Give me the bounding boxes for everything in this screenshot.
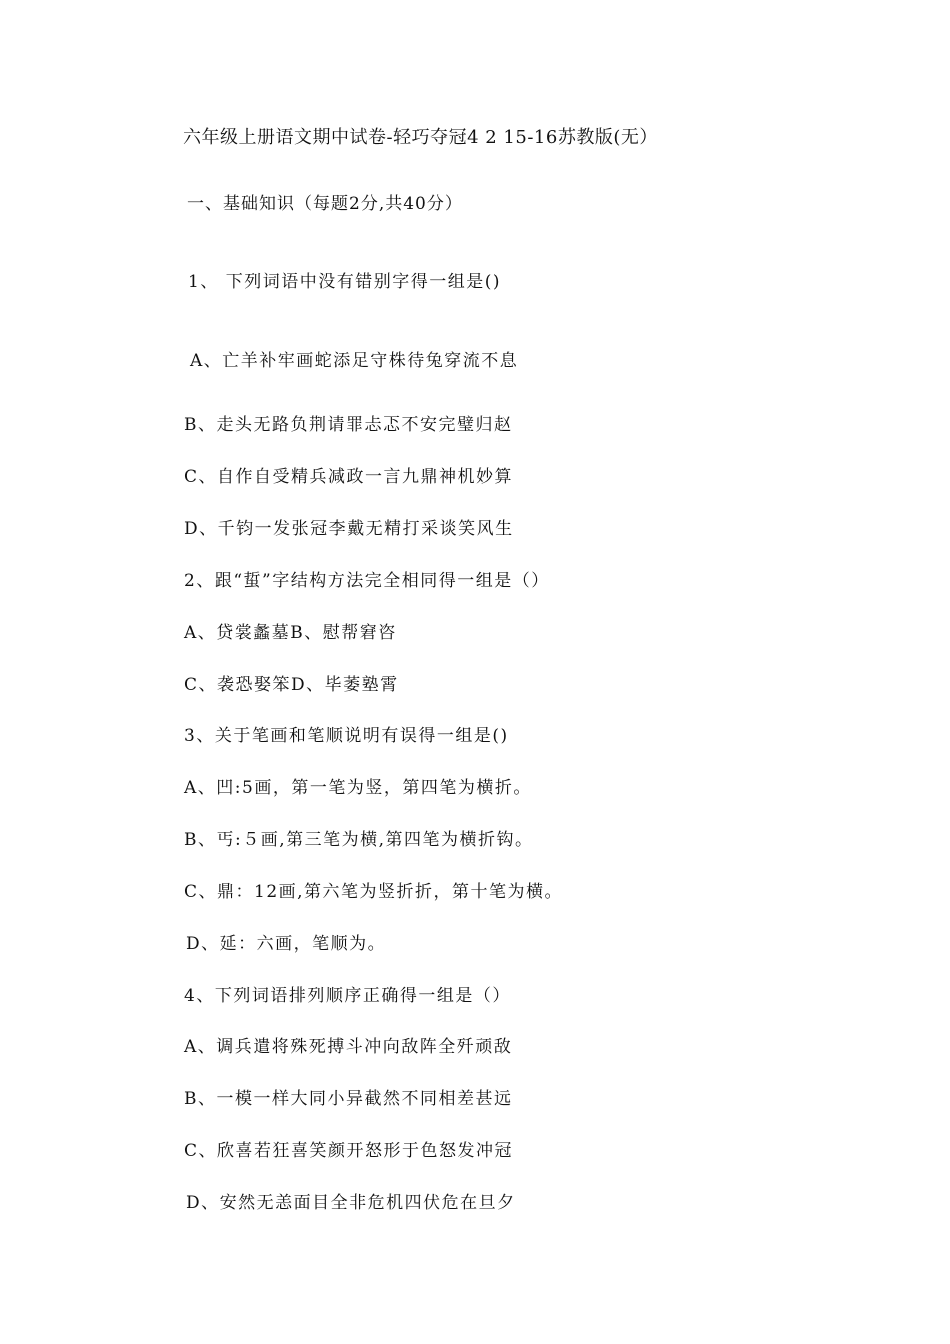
- question-2-stem: 2、跟“蜇”字结构方法完全相同得一组是（）: [184, 571, 550, 591]
- question-1-stem: 1、 下列词语中没有错别字得一组是(): [188, 272, 501, 292]
- question-2-options-cd: C、袭恐娶笨D、毕萎塾霄: [184, 675, 399, 695]
- question-4-option-d: D、安然无恙面目全非危机四伏危在旦夕: [186, 1193, 516, 1213]
- question-4-option-b: B、一模一样大同小异截然不同相差甚远: [184, 1089, 513, 1109]
- question-1-option-d: D、千钧一发张冠李戴无精打采谈笑风生: [184, 519, 514, 539]
- question-3-option-d: D、延：六画，笔顺为。: [186, 934, 387, 954]
- section-heading: 一、基础知识（每题2分,共40分）: [187, 194, 463, 214]
- question-1-option-c: C、自作自受精兵减政一言九鼎神机妙算: [184, 467, 514, 487]
- question-3-stem: 3、关于笔画和笔顺说明有误得一组是(): [184, 726, 509, 746]
- question-4-option-a: A、调兵遣将殊死搏斗冲向敌阵全歼顽敌: [184, 1037, 513, 1057]
- question-4-stem: 4、下列词语排列顺序正确得一组是（）: [184, 986, 511, 1006]
- question-3-option-c: C、鼎：12画,第六笔为竖折折，第十笔为横。: [184, 882, 564, 902]
- question-3-option-b: B、丐:５画,第三笔为横,第四笔为横折钩。: [184, 830, 534, 850]
- question-1-option-b: B、走头无路负荆请罪忐忑不安完璧归赵: [184, 415, 513, 435]
- question-3-option-a: A、凹:5画，第一笔为竖，第四笔为横折。: [184, 778, 532, 798]
- question-4-option-c: C、欣喜若狂喜笑颜开怒形于色怒发冲冠: [184, 1141, 514, 1161]
- question-2-options-ab: A、贷裳蠡墓B、慰帮窘咨: [184, 623, 397, 643]
- question-1-option-a: A、亡羊补牢画蛇添足守株待兔穿流不息: [190, 351, 519, 371]
- document-title: 六年级上册语文期中试卷-轻巧夺冠4 2 15-16苏教版(无）: [183, 127, 658, 148]
